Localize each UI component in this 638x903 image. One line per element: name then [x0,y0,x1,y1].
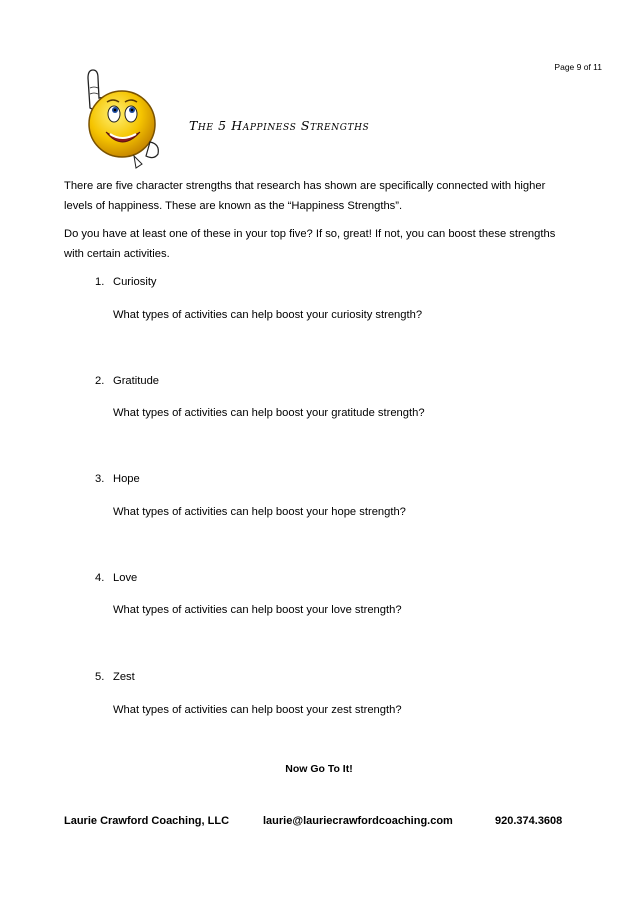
item-label: Love [113,572,138,584]
question-paragraph: Do you have at least one of these in your top five? If so, great! If not, you can boost these strengths with certain activities. [64,228,556,260]
item-question: What types of activities can help boost your zest strength? [113,704,402,716]
item-label: Gratitude [113,375,160,387]
pointing-smiley-icon [76,64,166,174]
item-question: What types of activities can help boost your love strength? [113,604,402,616]
page-number: Page 9 of 11 [554,62,602,72]
item-question: What types of activities can help boost your gratitude strength? [113,407,425,419]
page-title: The 5 Happiness Strengths [189,118,370,133]
item-number: 4. [95,572,105,584]
item-number: 2. [95,375,105,387]
item-number: 3. [95,473,105,485]
closing-line: Now Go To It! [285,763,353,775]
footer-company: Laurie Crawford Coaching, LLC [64,815,230,827]
footer-phone: 920.374.3608 [495,815,563,827]
intro-paragraph: There are five character strengths that research has shown are specifically connected with higher levels of happiness. These are known as the “Happiness Strengths”. [64,180,546,212]
item-number: 5. [95,671,105,683]
item-label: Zest [113,671,135,683]
item-number: 1. [95,276,105,288]
item-label: Hope [113,473,140,485]
item-question: What types of activities can help boost your curiosity strength? [113,309,423,321]
item-question: What types of activities can help boost your hope strength? [113,506,406,518]
footer-email: laurie@lauriecrawfordcoaching.com [263,815,453,827]
item-label: Curiosity [113,276,157,288]
